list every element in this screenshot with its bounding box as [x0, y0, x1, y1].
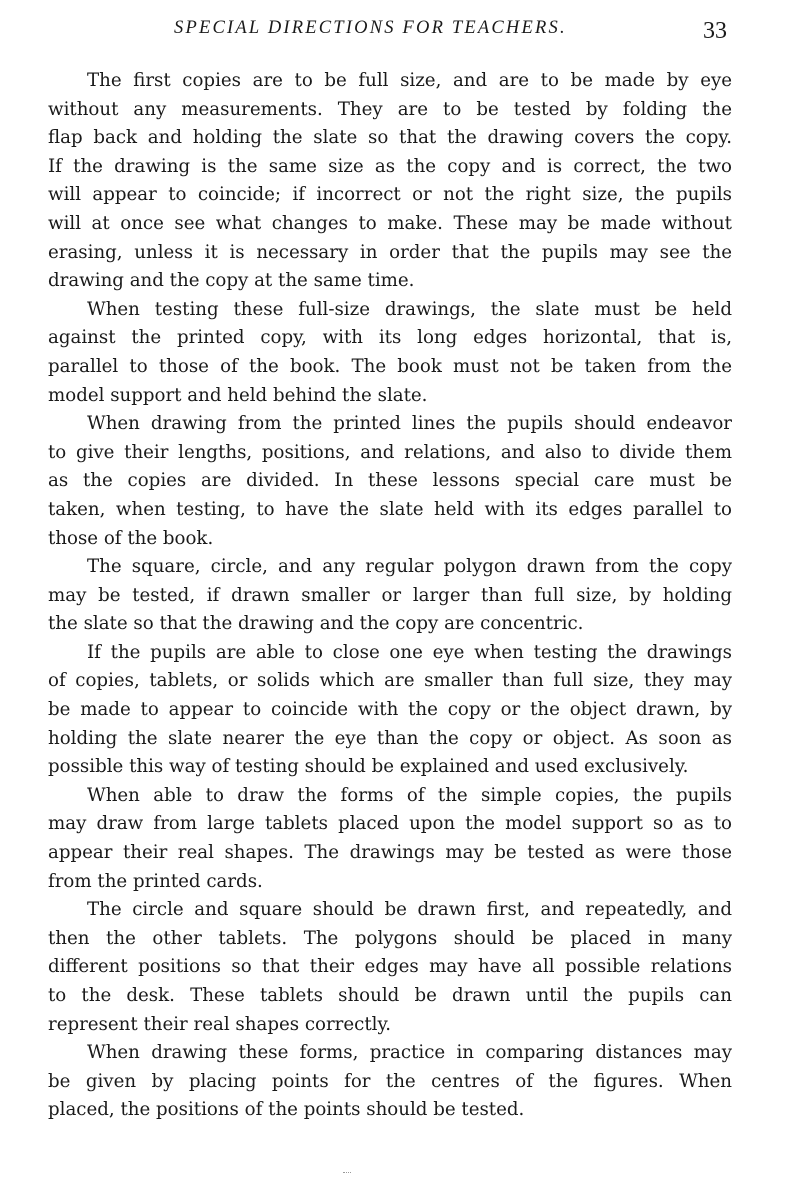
- text-line: from the printed cards.: [48, 870, 263, 892]
- running-head: SPECIAL DIRECTIONS FOR TEACHERS.: [174, 18, 567, 38]
- text-line: If the drawing is the same size as the copy and is correct, the two: [48, 155, 732, 177]
- text-line: drawing and the copy at the same time.: [48, 270, 415, 292]
- text-line: without any measurements. They are to be tested by folding the: [48, 98, 732, 120]
- text-line: may draw from large tablets placed upon the model support so as to: [48, 813, 732, 835]
- text-line: When drawing from the printed lines the pupils should endeavor: [87, 413, 732, 435]
- text-line: The circle and square should be drawn first, and repeatedly, and: [87, 899, 732, 921]
- text-line: of copies, tablets, or solids which are smaller than full size, they may: [48, 670, 732, 692]
- paragraph: [48, 896, 732, 1039]
- text-line: The first copies are to be full size, and are to be made by eye: [87, 70, 732, 91]
- text-line: those of the book.: [48, 527, 214, 549]
- text-line: the slate so that the drawing and the copy are concentric.: [48, 613, 584, 635]
- text-line: flap back and holding the slate so that the drawing covers the copy.: [48, 127, 732, 149]
- paragraph: [48, 782, 732, 896]
- text-line: may be tested, if drawn smaller or larger than full size, by holding: [48, 584, 732, 606]
- text-line: then the other tablets. The polygons should be placed in many: [48, 927, 732, 949]
- text-line: to give their lengths, positions, and relations, and also to divide them: [48, 441, 732, 463]
- paragraph: [48, 67, 732, 296]
- paragraph: [48, 296, 732, 410]
- text-line: be made to appear to coincide with the copy or the object drawn, by: [48, 699, 732, 721]
- text-line: appear their real shapes. The drawings may be tested as were those: [48, 842, 732, 864]
- page-number: 33: [703, 18, 727, 44]
- text-line: When able to draw the forms of the simple copies, the pupils: [87, 784, 732, 806]
- text-line: The square, circle, and any regular polygon drawn from the copy: [87, 556, 732, 578]
- text-line: different positions so that their edges may have all possible relations: [48, 956, 732, 978]
- paragraph: [48, 410, 732, 553]
- text-line: model support and held behind the slate.: [48, 384, 428, 406]
- paragraph: [48, 553, 732, 639]
- text-line: parallel to those of the book. The book must not be taken from the: [48, 355, 732, 377]
- text-line: When drawing these forms, practice in comparing distances may: [87, 1042, 732, 1064]
- text-line: against the printed copy, with its long edges horizontal, that is,: [48, 327, 732, 349]
- text-line: as the copies are divided. In these lessons special care must be: [48, 470, 732, 492]
- text-line: When testing these full-size drawings, the slate must be held: [87, 298, 732, 320]
- text-line: will at once see what changes to make. These may be made without: [48, 212, 732, 234]
- text-line: possible this way of testing should be explained and used exclusively.: [48, 756, 689, 778]
- text-line: If the pupils are able to close one eye when testing the drawings: [87, 641, 732, 663]
- text-line: will appear to coincide; if incorrect or not the right size, the pupils: [48, 184, 732, 206]
- body-text: [48, 67, 732, 1125]
- text-line: placed, the positions of the points should be tested.: [48, 1099, 525, 1121]
- text-line: to the desk. These tablets should be drawn until the pupils can: [48, 985, 732, 1006]
- text-line: be given by placing points for the centres of the figures. When: [48, 1070, 732, 1092]
- text-line: holding the slate nearer the eye than the copy or object. As soon as: [48, 727, 732, 749]
- paragraph: [48, 639, 732, 782]
- text-line: erasing, unless it is necessary in order that the pupils may see the: [48, 241, 732, 263]
- text-line: taken, when testing, to have the slate held with its edges parallel to: [48, 498, 732, 520]
- text-line: represent their real shapes correctly.: [48, 1013, 392, 1035]
- print-speck: [343, 1172, 351, 1175]
- paragraph: [48, 1039, 732, 1125]
